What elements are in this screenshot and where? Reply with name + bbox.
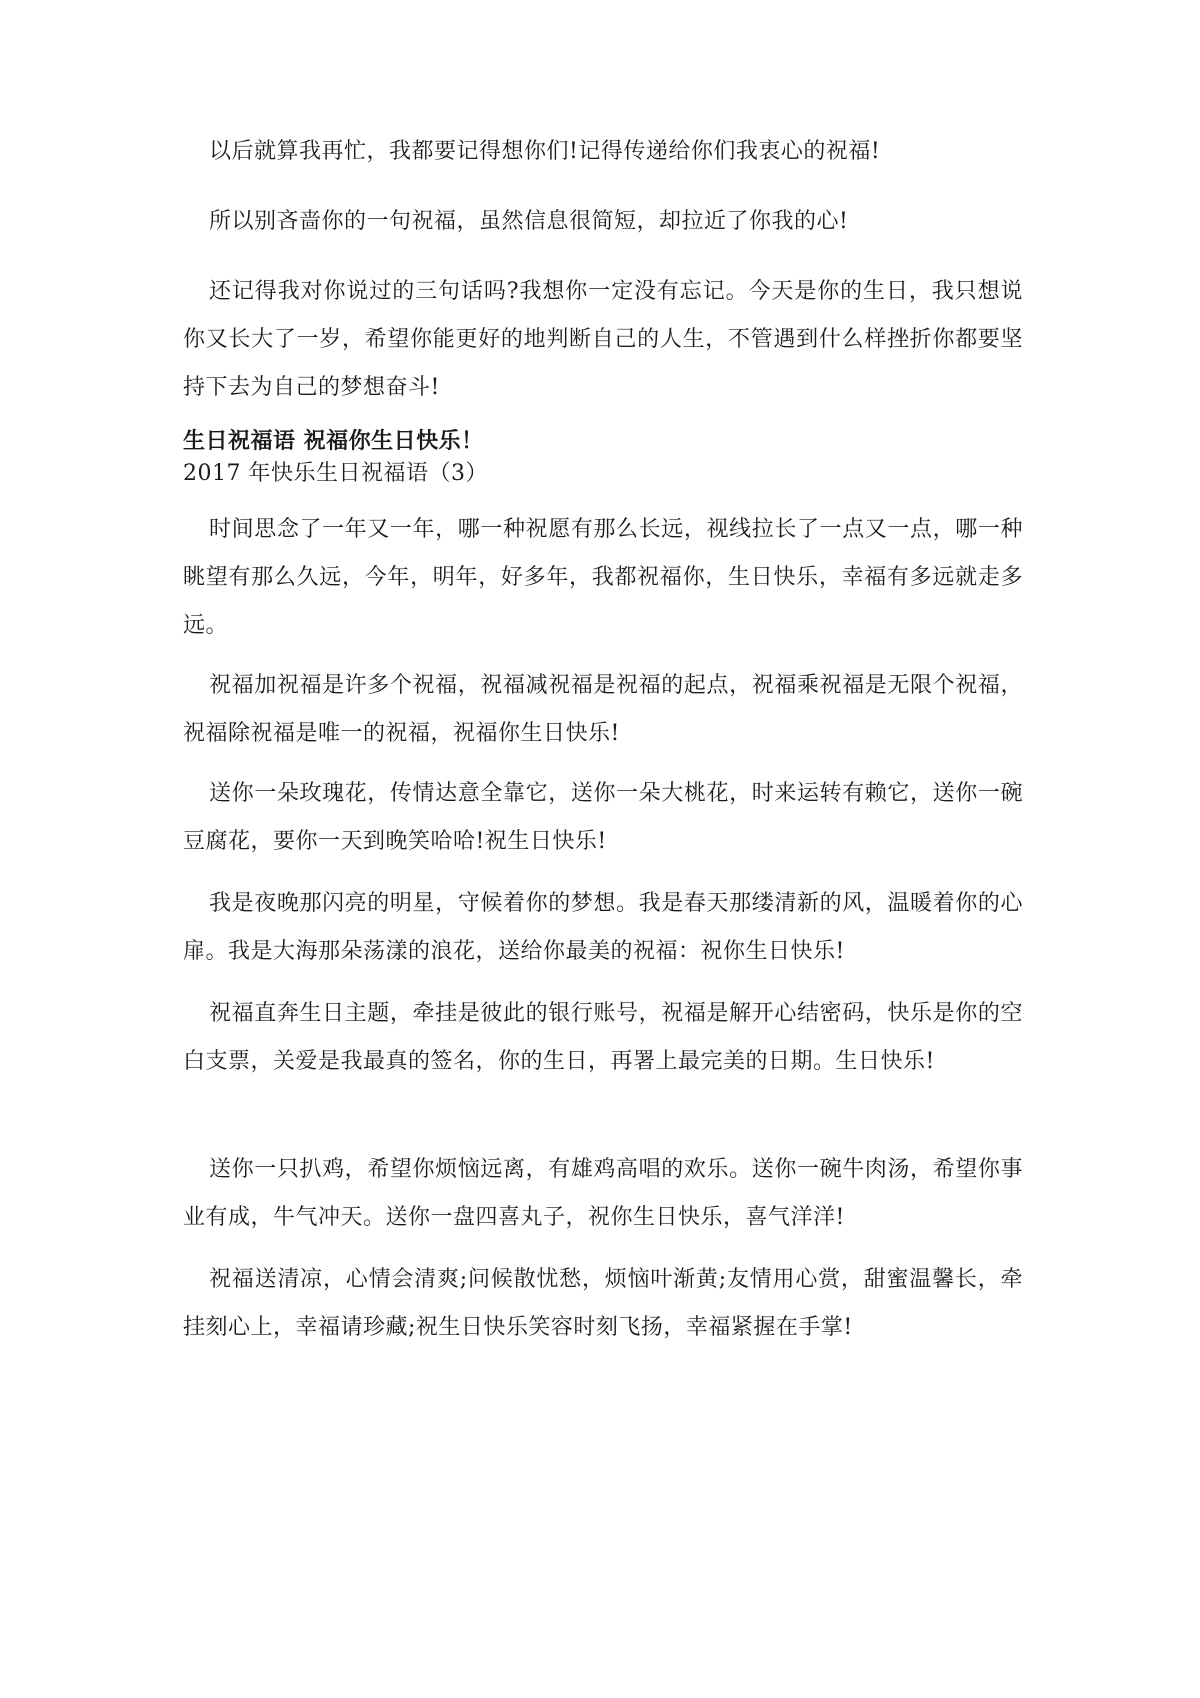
intro-paragraph-2: 所以别吝啬你的一句祝福，虽然信息很简短，却拉近了你我的心! xyxy=(209,209,849,234)
blessing-paragraph-5: 祝福直奔生日主题，牵挂是彼此的银行账号，祝福是解开心结密码，快乐是你的空白支票，关爱是我最真的签名，你的生日，再署上最完美的日期。生日快乐! xyxy=(183,1001,1023,1074)
intro-paragraph-1: 以后就算我再忙，我都要记得想你们!记得传递给你们我衷心的祝福! xyxy=(209,139,881,164)
blessing-paragraph-6: 送你一只扒鸡，希望你烦恼远离，有雄鸡高唱的欢乐。送你一碗牛肉汤，希望你事业有成，牛气冲天。送你一盘四喜丸子，祝你生日快乐，喜气洋洋! xyxy=(183,1157,1023,1230)
intro-paragraph-3: 还记得我对你说过的三句话吗?我想你一定没有忘记。今天是你的生日，我只想说你又长大了一岁，希望你能更好的地判断自己的人生，不管遇到什么样挫折你都要坚持下去为自己的梦想奋斗! xyxy=(183,279,1023,400)
blessing-paragraph-1: 时间思念了一年又一年，哪一种祝愿有那么长远，视线拉长了一点又一点，哪一种眺望有那么久远，今年，明年，好多年，我都祝福你，生日快乐，幸福有多远就走多远。 xyxy=(183,517,1023,638)
blessing-paragraph-7: 祝福送清凉，心情会清爽;问候散忧愁，烦恼叶渐黄;友情用心赏，甜蜜温馨长，牵挂刻心上，幸福请珍藏;祝生日快乐笑容时刻飞扬，幸福紧握在手掌! xyxy=(183,1267,1023,1340)
blessing-paragraph-3: 送你一朵玫瑰花，传情达意全靠它，送你一朵大桃花，时来运转有赖它，送你一碗豆腐花，要你一天到晚笑哈哈!祝生日快乐! xyxy=(183,781,1023,854)
blessing-paragraph-2: 祝福加祝福是许多个祝福，祝福减祝福是祝福的起点，祝福乘祝福是无限个祝福，祝福除祝福是唯一的祝福，祝福你生日快乐! xyxy=(183,673,1023,746)
section-subtitle: 2017 年快乐生日祝福语（3） xyxy=(183,461,488,486)
section-title: 生日祝福语 祝福你生日快乐！ xyxy=(183,429,484,454)
blessing-paragraph-4: 我是夜晚那闪亮的明星，守候着你的梦想。我是春天那缕清新的风，温暖着你的心扉。我是大海那朵荡漾的浪花，送给你最美的祝福：祝你生日快乐! xyxy=(183,891,1023,964)
